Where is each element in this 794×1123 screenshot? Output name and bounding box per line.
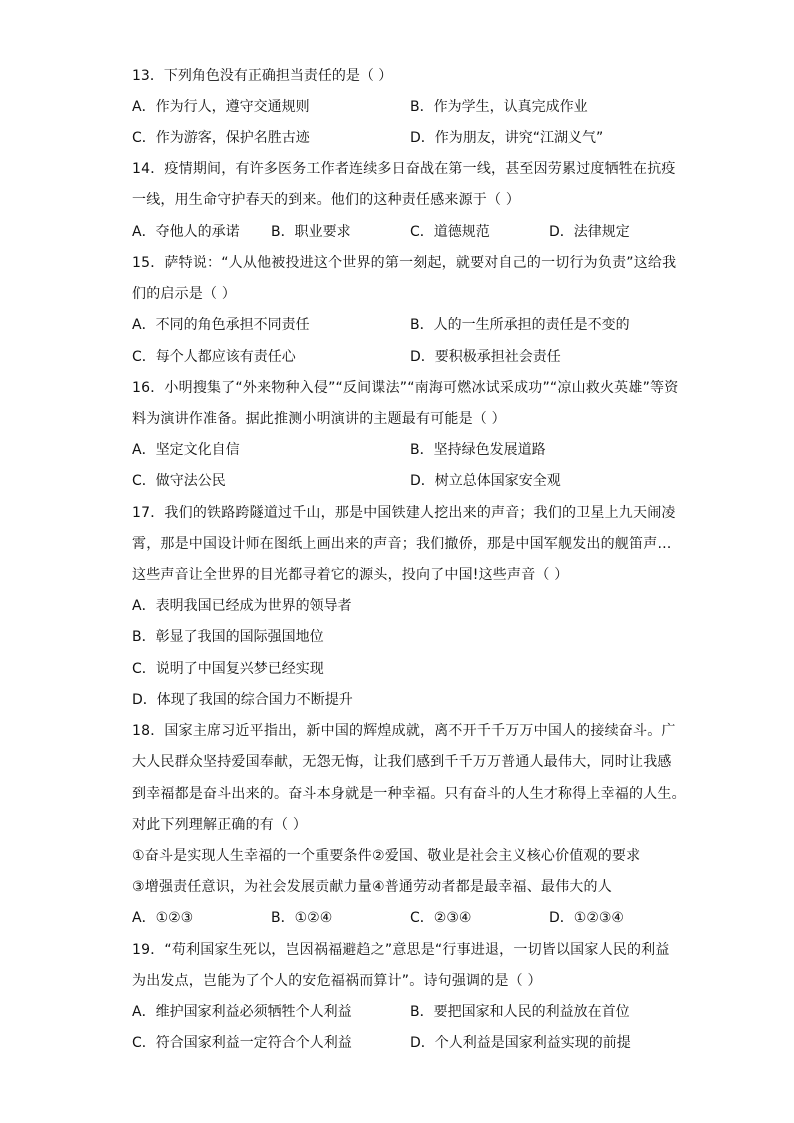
q14-option-c: C．道德规范 xyxy=(410,224,490,240)
question-18-stem-line-4: 对此下列理解正确的有（ ） xyxy=(132,817,308,833)
q13-option-c: C．作为游客，保护名胜古迹 xyxy=(132,130,310,146)
q19-option-b: B．要把国家和人民的利益放在首位 xyxy=(410,1004,630,1020)
q18-option-c: C．②③④ xyxy=(410,910,472,926)
q15-option-c: C．每个人都应该有责任心 xyxy=(132,349,296,365)
q17-option-a: A．表明我国已经成为世界的领导者 xyxy=(132,598,352,614)
q18-statement-line-1: ①奋斗是实现人生幸福的一个重要条件②爱国、敬业是社会主义核心价值观的要求 xyxy=(132,848,641,864)
q16-option-b: B．坚持绿色发展道路 xyxy=(410,442,546,458)
q19-option-d: D．个人利益是国家利益实现的前提 xyxy=(410,1035,631,1051)
q16-option-a: A．坚定文化自信 xyxy=(132,442,240,458)
q18-option-d: D．①②③④ xyxy=(549,910,624,926)
question-17-stem-line-2: 霄，那是中国设计师在图纸上画出来的声音；我们撤侨，那是中国军舰发出的舰笛声… xyxy=(132,536,672,552)
q16-option-d: D．树立总体国家安全观 xyxy=(410,473,561,489)
q18-option-b: B．①②④ xyxy=(271,910,333,926)
question-18-stem-line-1: 18．国家主席习近平指出，新中国的辉煌成就，离不开千千万万中国人的接续奋斗。广 xyxy=(132,723,676,739)
question-15-stem-line-1: 15．萨特说：“人从他被投进这个世界的第一刻起，就要对自己的一切行为负责”这给我 xyxy=(132,255,677,271)
q17-option-c: C．说明了中国复兴梦已经实现 xyxy=(132,661,324,677)
question-18-stem-line-2: 大人民群众坚持爱国奉献，无怨无悔，让我们感到千千万万普通人最伟大，同时让我感 xyxy=(132,754,672,770)
q15-option-a: A．不同的角色承担不同责任 xyxy=(132,317,310,333)
question-14-stem-line-2: 一线，用生命守护春天的到来。他们的这种责任感来源于（ ） xyxy=(132,192,521,208)
q18-option-a: A．①②③ xyxy=(132,910,194,926)
question-14-stem-line-1: 14．疫情期间，有许多医务工作者连续多日奋战在第一线，甚至因劳累过度牺牲在抗疫 xyxy=(132,161,676,177)
question-17-stem-line-3: 这些声音让全世界的目光都寻着它的源头，投向了中国!这些声音（ ） xyxy=(132,567,569,583)
q17-option-b: B．彰显了我国的国际强国地位 xyxy=(132,629,324,645)
question-16-stem-line-1: 16．小明搜集了“外来物种入侵”“反间谍法”“南海可燃冰试采成功”“凉山救火英雄”等资 xyxy=(132,380,679,396)
q13-option-b: B．作为学生，认真完成作业 xyxy=(410,99,588,115)
q16-option-c: C．做守法公民 xyxy=(132,473,226,489)
q14-option-d: D．法律规定 xyxy=(549,224,630,240)
question-19-stem-line-1: 19．“苟利国家生死以，岂因祸福避趋之”意思是“行事进退，一切皆以国家人民的利益 xyxy=(132,942,670,958)
q13-option-a: A．作为行人，遵守交通规则 xyxy=(132,99,310,115)
question-19-stem-line-2: 为出发点，岂能为了个人的安危福祸而算计”。诗句强调的是（ ） xyxy=(132,973,542,989)
question-13-stem: 13．下列角色没有正确担当责任的是（ ） xyxy=(132,68,393,84)
q14-option-b: B．职业要求 xyxy=(271,224,351,240)
question-15-stem-line-2: 们的启示是（ ） xyxy=(132,286,237,302)
question-17-stem-line-1: 17．我们的铁路跨隧道过千山，那是中国铁建人挖出来的声音；我们的卫星上九天闹凌 xyxy=(132,505,676,521)
q15-option-d: D．要积极承担社会责任 xyxy=(410,349,561,365)
q18-statement-line-2: ③增强责任意识，为社会发展贡献力量④普通劳动者都是最幸福、最伟大的人 xyxy=(132,879,612,895)
q15-option-b: B．人的一生所承担的责任是不变的 xyxy=(410,317,630,333)
q19-option-c: C．符合国家利益一定符合个人利益 xyxy=(132,1035,352,1051)
question-16-stem-line-2: 料为演讲作准备。据此推测小明演讲的主题最有可能是（ ） xyxy=(132,411,506,427)
q19-option-a: A．维护国家利益必须牺牲个人利益 xyxy=(132,1004,352,1020)
q17-option-d: D．体现了我国的综合国力不断提升 xyxy=(132,692,353,708)
question-18-stem-line-3: 到幸福都是奋斗出来的。奋斗本身就是一种幸福。只有奋斗的人生才称得上幸福的人生。 xyxy=(132,786,686,802)
q14-option-a: A．夺他人的承诺 xyxy=(132,224,240,240)
q13-option-d: D．作为朋友，讲究“江湖义气” xyxy=(410,130,604,146)
